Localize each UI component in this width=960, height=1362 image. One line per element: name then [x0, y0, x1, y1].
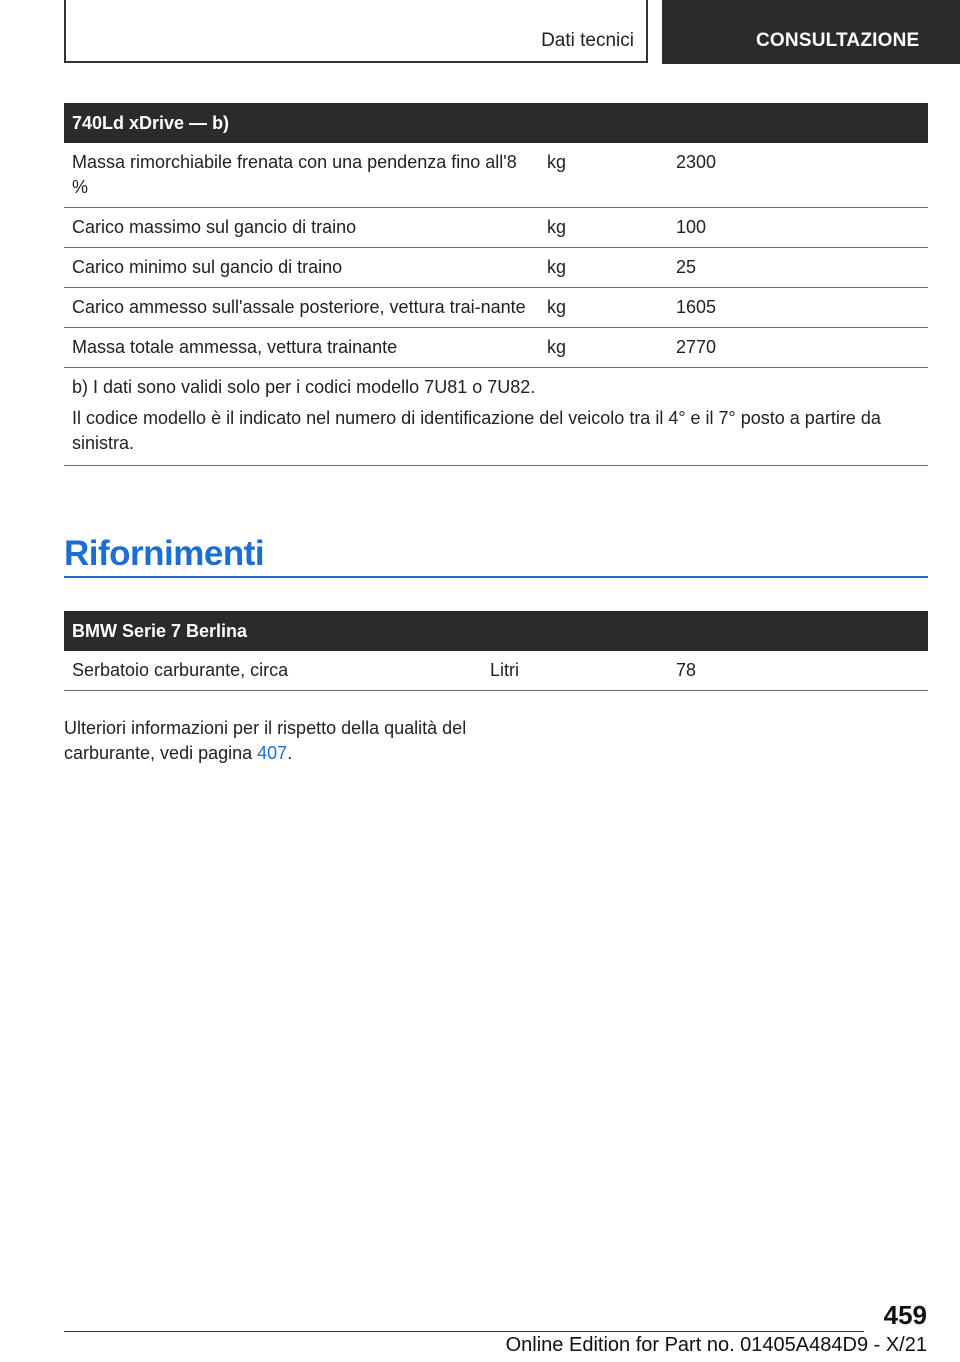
footer-divider — [64, 1331, 864, 1332]
table-title: 740Ld xDrive — b) — [64, 103, 928, 143]
section-title: Rifornimenti — [64, 534, 265, 573]
row-label: Massa totale ammessa, vettura trainante — [64, 328, 539, 368]
header-chapter-tab — [662, 0, 960, 64]
table-row — [64, 328, 928, 368]
row-unit: kg — [539, 143, 668, 208]
table-row — [64, 248, 928, 288]
row-label: Carico massimo sul gancio di traino — [64, 208, 539, 248]
row-unit: Litri — [482, 651, 668, 691]
row-unit: kg — [539, 328, 668, 368]
page-link-407[interactable]: 407 — [257, 743, 288, 763]
row-unit: kg — [539, 248, 668, 288]
header-section-tab — [64, 0, 648, 63]
table-header-row — [64, 611, 928, 651]
table-row — [64, 208, 928, 248]
table-row — [64, 288, 928, 328]
note-text-end: . — [287, 743, 293, 763]
row-label: Carico minimo sul gancio di traino — [64, 248, 539, 288]
row-label: Carico ammesso sull'assale posteriore, vettura trai-nante — [64, 288, 539, 328]
row-value: 25 — [668, 248, 928, 288]
table-row — [64, 651, 928, 691]
row-value: 2300 — [668, 143, 928, 208]
table-row — [64, 143, 928, 208]
section-divider — [64, 576, 928, 578]
note-text: Ulteriori informazioni per il rispetto della qualità del carburante, vedi pagina — [64, 718, 467, 763]
footer-edition: Online Edition for Part no. 01405A484D9 - X/21 — [505, 1334, 927, 1356]
footnote-model-code: Il codice modello è il indicato nel numero di identificazione del veicolo tra il 4° e il 7° posto a partire da sinistra. — [72, 408, 881, 453]
header-section-label: Dati tecnici — [541, 30, 634, 51]
refill-capacities-table — [64, 611, 928, 691]
row-unit: kg — [539, 208, 668, 248]
page-number: 459 — [883, 1300, 927, 1330]
row-label: Massa rimorchiabile frenata con una pendenza fino all'8 % — [64, 143, 539, 208]
row-value: 78 — [668, 651, 928, 691]
row-value: 1605 — [668, 288, 928, 328]
header-chapter-label: CONSULTAZIONE — [756, 30, 920, 51]
row-label: Serbatoio carburante, circa — [64, 651, 482, 691]
table-header-row — [64, 103, 928, 143]
footnote-b: b) I dati sono validi solo per i codici modello 7U81 o 7U82. — [72, 377, 536, 397]
row-unit: kg — [539, 288, 668, 328]
fuel-quality-note — [64, 716, 484, 766]
table-footnote — [64, 368, 928, 466]
table-footnote-row — [64, 368, 928, 466]
table-title: BMW Serie 7 Berlina — [64, 611, 928, 651]
towing-specs-table — [64, 103, 928, 466]
row-value: 100 — [668, 208, 928, 248]
row-value: 2770 — [668, 328, 928, 368]
